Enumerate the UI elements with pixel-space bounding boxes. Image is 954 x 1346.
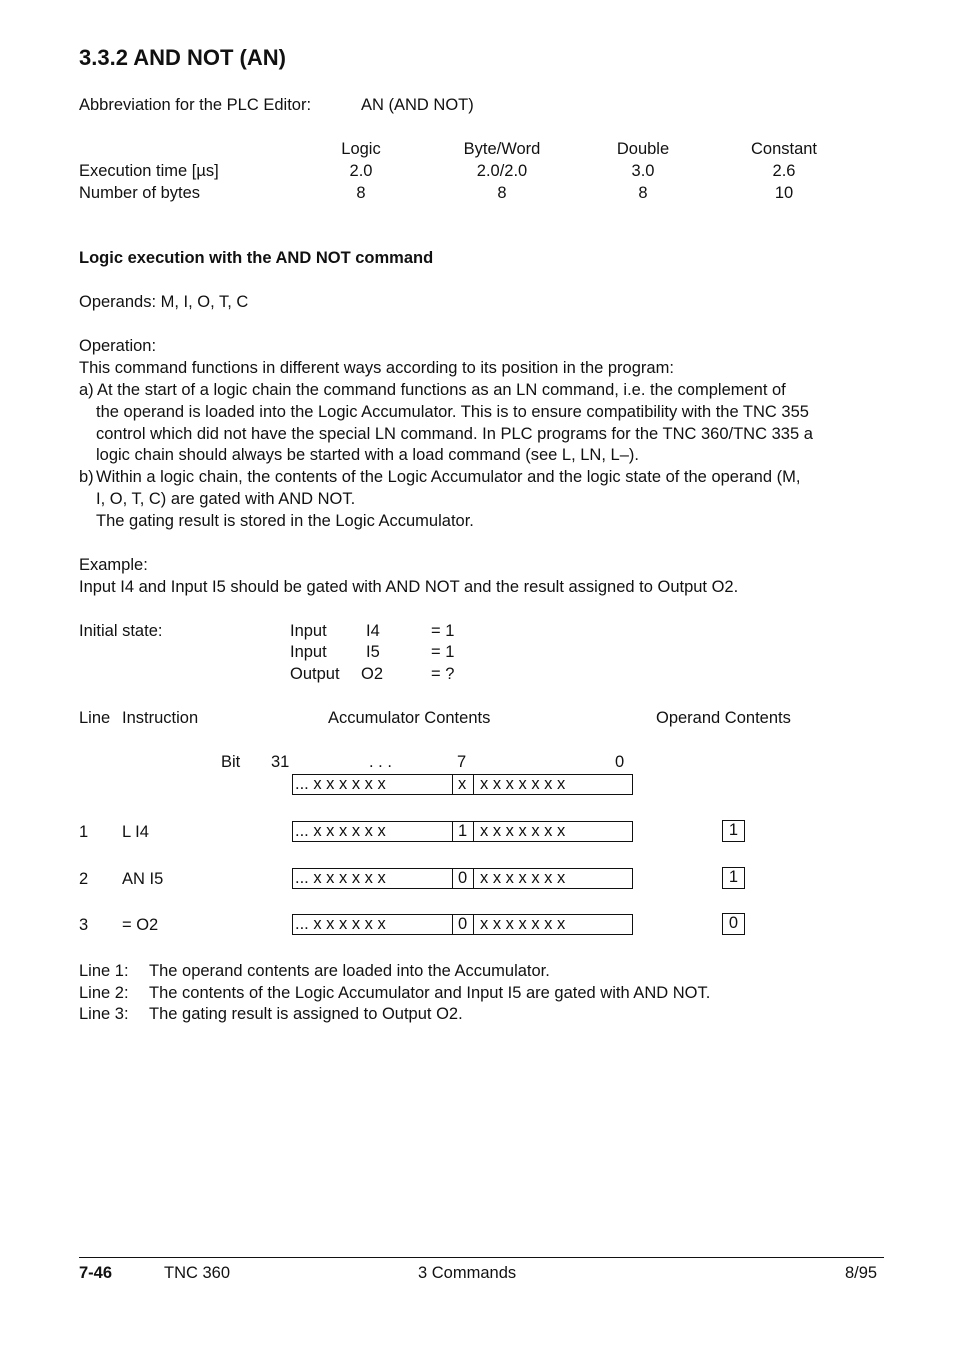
header-operand-contents: Operand Contents [656,709,791,727]
operand-contents-box: 0 [722,913,745,935]
register-high-bits: ... x x x x x x [295,915,386,933]
register-template [292,774,633,795]
row-instruction: = O2 [122,916,159,934]
row-line-number: 1 [79,823,89,841]
bit-index-0: 0 [615,753,625,771]
row-instruction: AN I5 [122,870,164,888]
operation-label: Operation: [79,337,157,355]
list-marker-b: b) [79,468,94,486]
initial-state-label: Initial state: [79,622,163,640]
list-marker-a: a) [79,381,94,399]
footer-page-number: 7-46 [79,1264,113,1282]
initial-state-kind: Output [290,665,340,683]
column-header-logic: Logic [341,140,381,158]
page-title: 3.3.2 AND NOT (AN) [79,45,286,70]
list-item-b-line: Within a logic chain, the contents of the Logic Accumulator and the logic state of the operand (M, [96,468,801,486]
footer-date: 8/95 [845,1264,878,1282]
column-header-byte-word: Byte/Word [463,140,541,158]
footer-chapter: 3 Commands [418,1264,517,1282]
note-text: The operand contents are loaded into the Accumulator. [149,962,550,980]
note-label: Line 3: [79,1005,129,1023]
table-cell: 8 [638,184,648,202]
bit-index-7: 7 [457,753,467,771]
register-bit-7: 1 [458,822,468,840]
row-line-number: 2 [79,870,89,888]
accumulator-register [292,821,633,842]
operand-contents-box: 1 [722,867,745,889]
initial-state-name: I4 [366,622,380,640]
initial-state-value: = ? [431,665,455,683]
register-low-bits: x x x x x x x [480,775,566,793]
header-line: Line [79,709,111,727]
column-header-constant: Constant [750,140,818,158]
register-bit-7: 0 [458,869,468,887]
note-text: The gating result is assigned to Output O2. [149,1005,463,1023]
register-low-bits: x x x x x x x [480,822,566,840]
footer-product: TNC 360 [164,1264,231,1282]
initial-state-value: = 1 [431,622,455,640]
example-text: Input I4 and Input I5 should be gated with AND NOT and the result assigned to Output O2. [79,578,739,596]
note-label: Line 2: [79,984,129,1002]
initial-state-kind: Input [290,622,327,640]
example-label: Example: [79,556,148,574]
header-accumulator-contents: Accumulator Contents [328,709,491,727]
table-cell: 2.0/2.0 [476,162,528,180]
register-low-bits: x x x x x x x [480,915,566,933]
register-high-bits: ... x x x x x x [295,869,386,887]
table-cell: 10 [774,184,794,202]
row-label-number-of-bytes: Number of bytes [79,184,201,202]
table-cell: 2.0 [349,162,373,180]
note-text: The contents of the Logic Accumulator and Input I5 are gated with AND NOT. [149,984,711,1002]
table-cell: 8 [497,184,507,202]
footer-rule [79,1257,884,1258]
register-bit-7: 0 [458,915,468,933]
bit-index-31: 31 [271,753,290,771]
register-low-bits: x x x x x x x [480,869,566,887]
list-item-b-line: I, O, T, C) are gated with AND NOT. [96,490,356,508]
register-high-bits: ... x x x x x x [295,822,386,840]
register-bit-7: x [458,775,467,793]
row-line-number: 3 [79,916,89,934]
table-cell: 8 [356,184,366,202]
initial-state-name: I5 [366,643,380,661]
note-label: Line 1: [79,962,129,980]
operands-text: Operands: M, I, O, T, C [79,293,249,311]
operand-contents-box: 1 [722,820,745,842]
list-item-a-line: control which did not have the special LN command. In PLC programs for the TNC 360/TNC 335 a [96,425,813,443]
header-instruction: Instruction [122,709,199,727]
list-item-b-line: The gating result is stored in the Logic Accumulator. [96,512,474,530]
column-header-double: Double [616,140,670,158]
row-instruction: L I4 [122,823,149,841]
operation-intro: This command functions in different ways according to its position in the program: [79,359,674,377]
bit-index-dots: . . . [369,753,392,771]
bit-label: Bit [221,753,241,771]
initial-state-name: O2 [361,665,384,683]
register-high-bits: ... x x x x x x [295,775,386,793]
list-item-a-line: logic chain should always be started with a load command (see L, LN, L–). [96,446,639,464]
table-cell: 2.6 [772,162,796,180]
abbreviation-value: AN (AND NOT) [361,96,474,114]
section-heading: Logic execution with the AND NOT command [79,249,434,267]
row-label-execution-time: Execution time [µs] [79,162,219,180]
abbreviation-label: Abbreviation for the PLC Editor: [79,96,312,114]
initial-state-kind: Input [290,643,327,661]
accumulator-register [292,914,633,935]
list-item-a-line: At the start of a logic chain the command functions as an LN command, i.e. the complement of [97,381,786,399]
list-item-a-line: the operand is loaded into the Logic Accumulator. This is to ensure compatibility with the TNC 355 [96,403,809,421]
initial-state-value: = 1 [431,643,455,661]
accumulator-register [292,868,633,889]
table-cell: 3.0 [631,162,655,180]
